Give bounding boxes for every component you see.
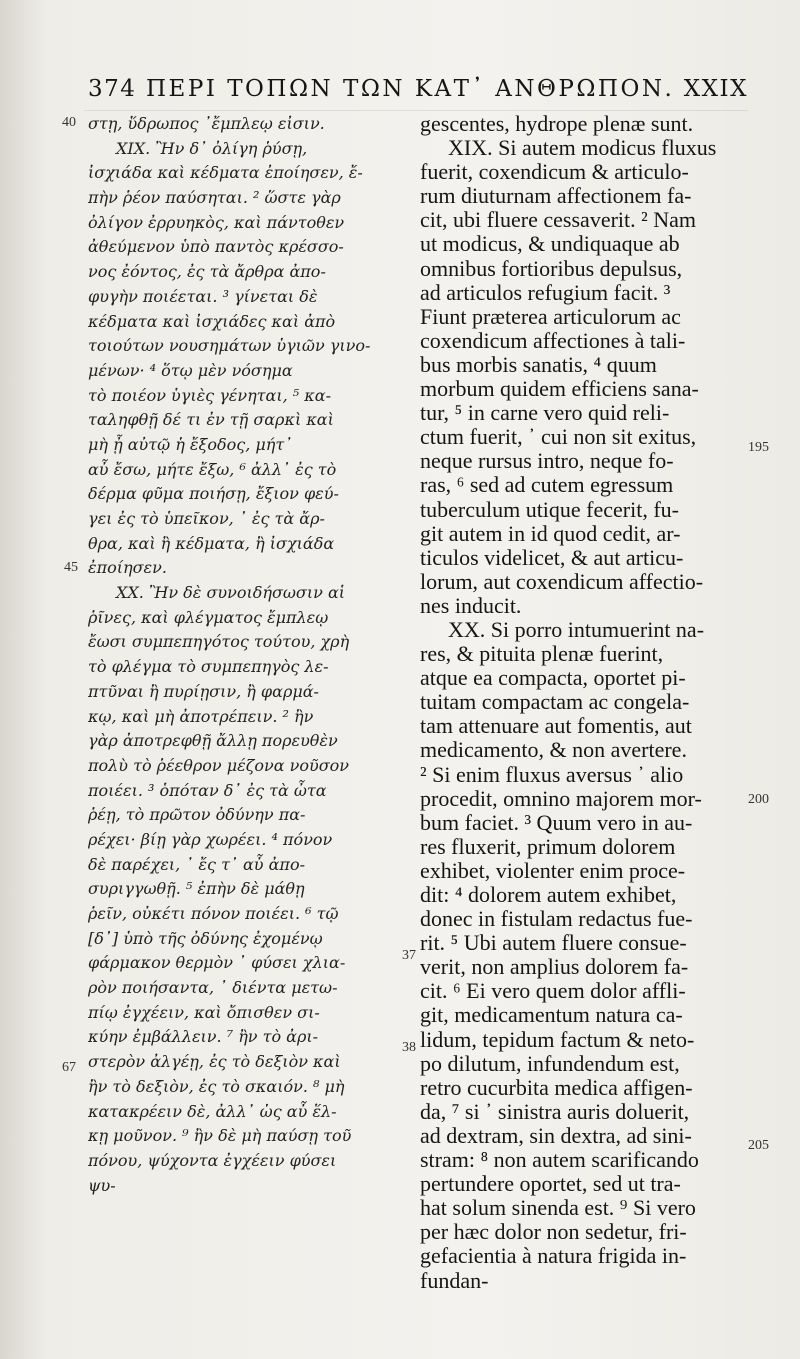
page-number: 374 [88, 76, 137, 102]
text-line: κέδματα καὶ ἰσχιάδες καὶ ἀπὸ [88, 311, 336, 331]
text-line: XX. Ἢν δὲ συνοιδήσωσιν αἱ [116, 583, 346, 603]
text-line: κατακρέειν δὲ, ἀλλ᾽ ὡς αὖ ἕλ- [88, 1101, 337, 1121]
text-line: XIX. Si autem modicus fluxus [448, 136, 717, 161]
header-rule [84, 110, 748, 111]
text-line: ἢν τὸ δεξιὸν, ἐς τὸ σκαιόν. ⁸ μὴ [88, 1076, 345, 1096]
text-line: νος ἐόντος, ἐς τὰ ἄρθρα ἀπο- [88, 262, 326, 282]
text-line: ² Si enim fluxus aversus ᾽ alio [420, 762, 684, 787]
text-line: git, medicamentum natura ca- [420, 1003, 683, 1028]
text-line: ut modicus, & undiquaque ab [420, 232, 680, 257]
text-line: μὴ ᾖ αὐτῷ ἡ ἔξοδος, μήτ᾽ [88, 434, 293, 454]
text-line: φάρμακον θερμὸν ᾽ φύσει χλια- [88, 953, 346, 973]
text-line: per hæc dolor non sedetur, fri- [420, 1220, 687, 1245]
text-line: fuerit, coxendicum & articulo- [420, 160, 689, 185]
text-line: pertundere oportet, sed ut tra- [420, 1172, 681, 1197]
text-line: git autem in id quod cedit, ar- [420, 521, 681, 546]
text-line: ras, ⁶ sed ad cutem egressum [420, 473, 674, 498]
text-line: ἔωσι συμπεπηγότος τούτου, χρὴ [88, 632, 350, 652]
text-line: κῃ μοῦνον. ⁹ ἢν δὲ μὴ παύσῃ τοῦ [88, 1126, 352, 1146]
text-line: ἐποίησεν. [88, 558, 167, 578]
text-line: po dilutum, infundendum est, [420, 1051, 680, 1076]
text-line: ad articulos refugium facit. ³ [420, 280, 671, 305]
text-line: cit, ubi fluere cessaverit. ² Nam [420, 208, 696, 233]
text-line: Fiunt præterea articulorum ac [420, 304, 681, 329]
text-line: coxendicum affectiones à tali- [420, 328, 686, 353]
running-header [88, 76, 748, 110]
text-line: hat solum sinenda est. ⁹ Si vero [420, 1196, 696, 1221]
text-line: XIX. Ἢν δ᾽ ὀλίγη ῥύσῃ, [116, 138, 308, 158]
margin-number: 45 [64, 560, 78, 575]
text-line: [δ᾽] ὑπὸ τῆς ὀδύνης ἐχομένῳ [88, 928, 323, 948]
greek-column [88, 112, 410, 1198]
text-line: res, & pituita plenæ fuerint, [420, 642, 664, 667]
text-line: κύην ἐμβάλλειν. ⁷ ἢν τὸ ἀρι- [88, 1027, 319, 1047]
text-line: γει ἐς τὸ ὑπεῖκον, ᾽ ἐς τὰ ἄρ- [88, 509, 325, 528]
text-line: στερὸν ἀλγέῃ, ἐς τὸ δεξιὸν καὶ [88, 1052, 341, 1072]
text-line: ἰσχιάδα καὶ κέδματα ἐποίησεν, ἔ- [88, 163, 363, 183]
text-line: neque rursus intro, neque fo- [420, 449, 674, 474]
margin-number: 200 [748, 792, 769, 807]
text-line: stram: ⁸ non autem scarificando [420, 1148, 699, 1173]
text-line: dit: ⁴ dolorem autem exhibet, [420, 883, 677, 907]
margin-number: 40 [62, 115, 76, 130]
section-number: XXIX [683, 76, 748, 102]
text-line: ταληφθῇ δέ τι ἐν τῇ σαρκὶ καὶ [88, 410, 334, 430]
text-line: ctum fuerit, ᾽ cui non sit exitus, [420, 425, 697, 450]
text-line: ρὸν ποιήσαντα, ᾽ διέντα μετω- [88, 978, 338, 998]
text-line: δέρμα φῦμα ποιήσῃ, ἔξιον φεύ- [88, 484, 339, 504]
margin-number: 37 [402, 948, 416, 963]
running-title: ΠΕΡΙ ΤΟΠΩΝ ΤΩΝ ΚΑΤ᾽ ΑΝΘΡΩΠΟΝ. [146, 76, 675, 102]
latin-column [420, 112, 742, 1293]
margin-number: 38 [402, 1040, 416, 1055]
text-line: omnibus fortioribus depulsus, [420, 256, 683, 281]
text-line: nes inducit. [420, 593, 522, 618]
text-line: κῳ, καὶ μὴ ἀποτρέπειν. ² ἢν [88, 706, 314, 726]
text-line: tur, ⁵ in carne vero quid reli- [420, 401, 670, 426]
text-line: ἀθεύμενον ὑπὸ παντὸς κρέσσο- [88, 237, 344, 257]
text-line: exhibet, violenter enim proce- [420, 858, 686, 883]
text-line: πολὺ τὸ ῥέεθρον μέζονα νοῦσον [88, 755, 350, 775]
text-line: μένων· ⁴ ὅτῳ μὲν νόσημα [88, 360, 293, 380]
text-line: ad dextram, sin dextra, ad sini- [420, 1123, 692, 1148]
text-line: ποιέει. ³ ὁπόταν δ᾽ ἐς τὰ ὦτα [88, 780, 327, 800]
text-line: cit. ⁶ Ei vero quem dolor affli- [420, 979, 686, 1004]
margin-number: 195 [748, 440, 769, 455]
text-line: δὲ παρέχει, ᾽ ἔς τ᾽ αὖ ἀπο- [88, 854, 305, 874]
text-line: rum diuturnam affectionem fa- [420, 184, 692, 209]
text-line: τὸ ποιέον ὑγιὲς γένηται, ⁵ κα- [88, 385, 331, 405]
text-line: πτῦναι ἢ πυρίῃσιν, ἢ φαρμά- [88, 681, 319, 701]
text-line: ῥέῃ, τὸ πρῶτον ὀδύνην πα- [88, 805, 306, 825]
text-line: συριγγωθῇ. ⁵ ἐπὴν δὲ μάθῃ [88, 879, 305, 899]
text-line: tuitam compactam ac congela- [420, 690, 690, 715]
text-line: ὀλίγον ἐρρυηκὸς, καὶ πάντοθεν [88, 212, 345, 232]
text-line: ψυ- [88, 1175, 116, 1195]
text-line: τὸ φλέγμα τὸ συμπεπηγὸς λε- [88, 657, 329, 677]
text-line: donec in fistulam redactus fue- [420, 907, 693, 932]
text-line: retro cucurbita medica affigen- [420, 1075, 693, 1100]
text-line: bum faciet. ³ Quum vero in au- [420, 810, 693, 835]
text-line: rit. ⁵ Ubi autem fluere consue- [420, 931, 687, 956]
text-line: medicamento, & non avertere. [420, 738, 687, 763]
text-line: verit, non amplius dolorem fa- [420, 955, 689, 980]
text-line: αὖ ἔσω, μήτε ἔξω, ⁶ ἀλλ᾽ ἐς τὸ [88, 459, 337, 479]
text-line: da, ⁷ si ᾽ sinistra auris doluerit, [420, 1099, 690, 1124]
text-line: gefacientia à natura frigida in- [420, 1244, 687, 1269]
text-line: στῃ, ὕδρωπος ᾽ἔμπλεῳ εἰσιν. [88, 114, 325, 133]
text-line: XX. Si porro intumuerint na- [448, 617, 705, 642]
text-line: lorum, aut coxendicum affectio- [420, 569, 704, 594]
margin-number: 205 [748, 1138, 769, 1153]
text-line: πίῳ ἐγχέειν, καὶ ὄπισθεν σι- [88, 1002, 320, 1022]
text-line: γὰρ ἀποτρεφθῇ ἄλλῃ πορευθὲν [88, 731, 338, 751]
text-line: πὴν ῥέον παύσηται. ² ὥστε γὰρ [88, 188, 341, 208]
text-line: ῥεῖν, οὐκέτι πόνον ποιέει. ⁶ τῷ [88, 904, 339, 923]
text-line: res fluxerit, primum dolorem [420, 834, 676, 859]
text-line: ticulos videlicet, & aut articu- [420, 545, 684, 570]
text-line: ῥῖνες, καὶ φλέγματος ἔμπλεῳ [88, 607, 329, 627]
text-line: tuberculum utique fecerit, fu- [420, 497, 680, 522]
text-line: τοιούτων νουσημάτων ὑγιῶν γινο- [88, 336, 371, 356]
text-line: lidum, tepidum factum & neto- [420, 1027, 695, 1052]
text-line: tam attenuare aut fomentis, aut [420, 714, 692, 739]
text-line: gescentes, hydrope plenæ sunt. [420, 112, 694, 136]
text-line: πόνου, ψύχοντα ἐγχέειν φύσει [88, 1150, 337, 1170]
text-line: bus morbis sanatis, ⁴ quum [420, 352, 657, 377]
margin-number: 67 [62, 1060, 76, 1075]
text-line: procedit, omnino majorem mor- [420, 786, 702, 811]
text-line: θρα, καὶ ἢ κέδματα, ἢ ἰσχιάδα [88, 533, 335, 553]
text-line: atque ea compacta, oportet pi- [420, 666, 686, 691]
text-line: fundan- [420, 1268, 489, 1293]
text-line: morbum quidem efficiens sana- [420, 377, 699, 402]
text-line: ρέχει· βίῃ γὰρ χωρέει. ⁴ πόνον [88, 829, 333, 849]
text-line: φυγὴν ποιέεται. ³ γίνεται δὲ [88, 286, 318, 306]
